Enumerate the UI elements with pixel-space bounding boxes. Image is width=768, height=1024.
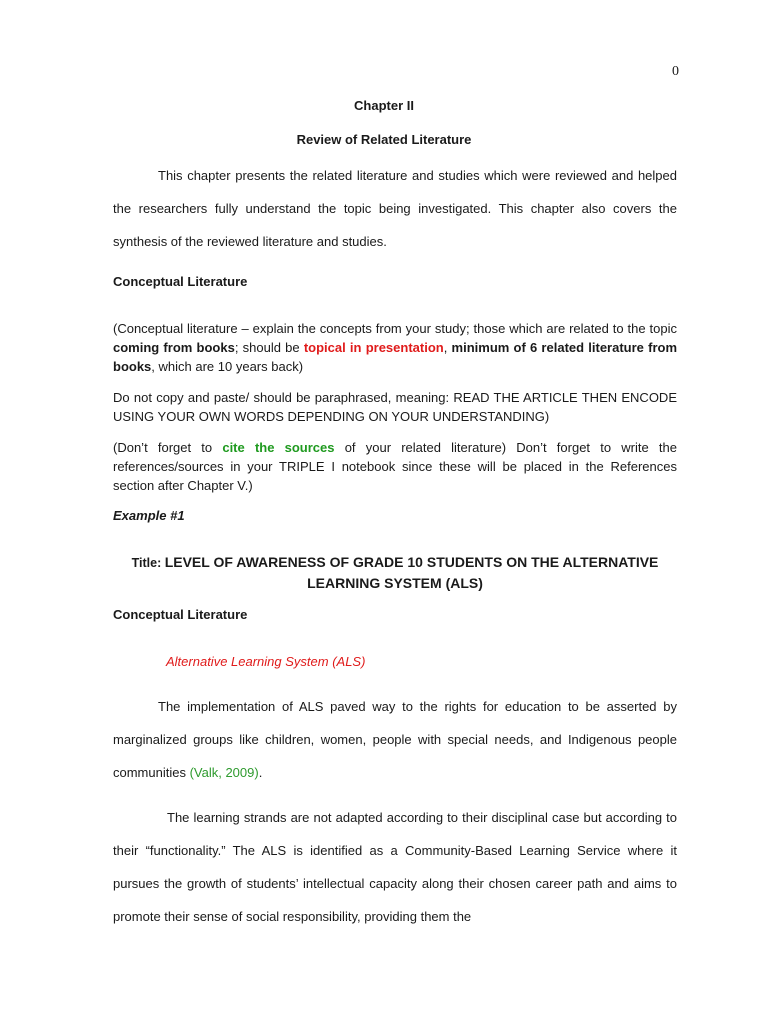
- note1-bold-books: coming from books: [113, 340, 235, 355]
- instruction-note-2: Do not copy and paste/ should be paraphrased, meaning: READ THE ARTICLE THEN ENCODE USING YOUR OWN WORDS DEPENDING ON YOUR UNDERSTANDING): [113, 390, 677, 424]
- note1-red-topical: topical in presentation: [303, 340, 444, 355]
- note1-text-4: , which are 10 years back): [151, 359, 304, 374]
- study-title-text: LEVEL OF AWARENESS OF GRADE 10 STUDENTS ON THE ALTERNATIVE LEARNING SYSTEM (ALS): [164, 554, 659, 591]
- note1-text-3: ,: [443, 340, 452, 355]
- note1-text-1: (Conceptual literature – explain the concepts from your study; those which are related to the topic: [113, 321, 677, 336]
- instruction-note-1: [113, 319, 677, 376]
- study-title: [113, 552, 677, 593]
- study-title-label: Title:: [131, 556, 165, 570]
- example-label: Example #1: [113, 508, 185, 523]
- conceptual-literature-heading-2: Conceptual Literature: [113, 607, 248, 622]
- section-title: Review of Related Literature: [296, 132, 472, 147]
- note3-text-2: of your related literature) Don’t forget to write the references/sources in your TRIPLE I notebook since these will be placed in the References section after Chapter V.): [113, 440, 677, 493]
- chapter-heading: Chapter II: [354, 98, 414, 113]
- instruction-note-3: [113, 438, 677, 495]
- intro-paragraph: This chapter presents the related literature and studies which were reviewed and helped the researchers fully understand the topic being investigated. This chapter also covers the synthesis of the reviewed literature and studies.: [113, 168, 677, 249]
- note1-bold-minimum: minimum of 6 related literature from books: [113, 340, 677, 374]
- note3-green-cite: cite the sources: [222, 440, 335, 455]
- page-number: 0: [672, 64, 679, 79]
- para1-citation: (Valk, 2009): [189, 765, 259, 780]
- als-subheading: Alternative Learning System (ALS): [166, 654, 366, 669]
- para1-text: The implementation of ALS paved way to the rights for education to be asserted by marginalized groups like children, women, people with special needs, and Indigenous people communities: [113, 699, 677, 780]
- para1-end: .: [258, 765, 263, 780]
- conceptual-literature-heading: Conceptual Literature: [113, 274, 248, 289]
- body-paragraph-1: [113, 690, 677, 789]
- note3-text-1: (Don’t forget to: [113, 440, 223, 455]
- note1-text-2: ; should be: [234, 340, 304, 355]
- body-paragraph-2: The learning strands are not adapted according to their disciplinal case but according to their “functionality.” The ALS is identified as a Community-Based Learning Service where it pursues the growth of students’ intellectual capacity along their chosen career path and aims to promote their sense of social responsibility, providing them the: [113, 810, 677, 924]
